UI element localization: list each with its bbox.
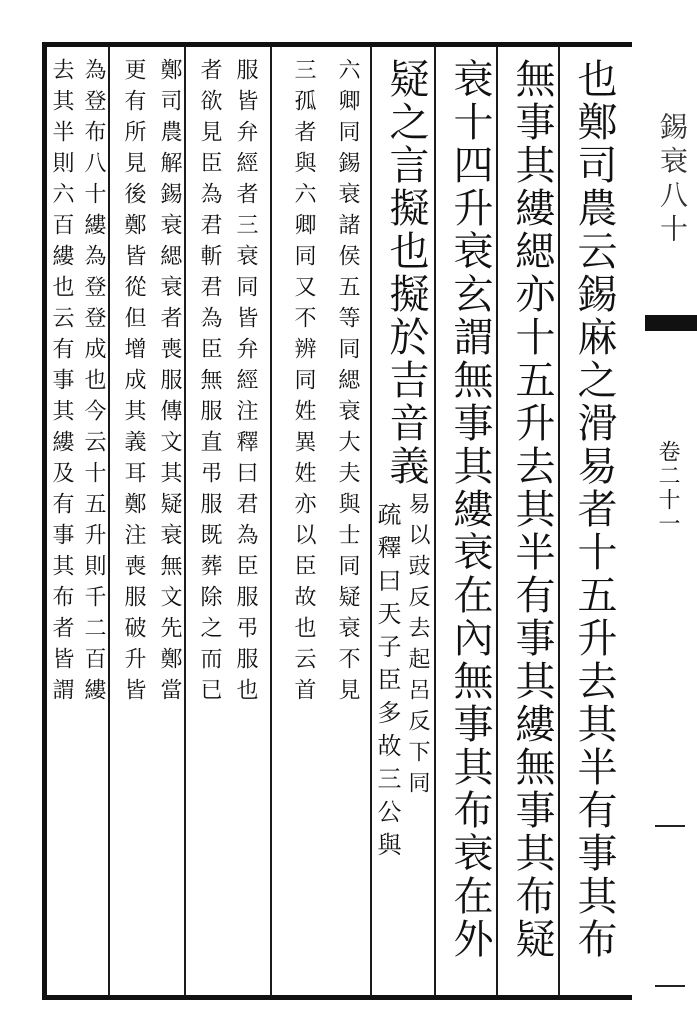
- text-column-2: 無事其縷緦亦十五升去其半有事其縷無事其布疑: [509, 58, 555, 961]
- commentary-column-3: 服皆弁經者三衰同皆弁經注釋曰君為臣服弔服也: [233, 58, 258, 709]
- text-column-4: 疑之言擬也擬於吉音義: [383, 58, 429, 488]
- column-rule: [434, 46, 436, 996]
- column-rule: [270, 46, 272, 996]
- column-rule: [184, 46, 186, 996]
- annotation-right: 易以豉反去起呂反下同: [405, 492, 430, 802]
- juan-label: 卷二十一: [655, 440, 680, 536]
- commentary-column-8: 去其半則六百縷也云有事其縷及有事其布者皆謂: [49, 58, 74, 709]
- fishtail-line: [645, 329, 697, 339]
- column-rule: [108, 46, 110, 996]
- commentary-column-5: 鄭司農解錫衰緦衰者喪服傳文其疑衰無文先鄭當: [157, 58, 182, 709]
- text-column-1: 也鄭司農云錫麻之滑易者十五升去其半有事其布: [571, 58, 617, 961]
- fishtail-mark: [645, 315, 697, 329]
- commentary-column-6: 更有所見後鄭皆從但增成其義耳鄭注喪服破升皆: [121, 58, 146, 709]
- commentary-column-4: 者欲見臣為君斬君為臣無服直弔服既葬除之而已: [197, 58, 222, 709]
- margin-line: [655, 825, 685, 827]
- margin-line: [655, 985, 685, 987]
- column-rule: [370, 46, 372, 996]
- column-rule: [558, 46, 560, 996]
- commentary-column-7: 為登布八十縷為登登成也今云十五升則千二百縷: [81, 58, 106, 709]
- text-column-3: 衰十四升衰玄謂無事其縷衰在內無事其布衰在外: [447, 58, 493, 961]
- column-rule: [496, 46, 498, 996]
- margin-title: 錫衰八十: [656, 112, 689, 248]
- commentary-column-1: 六卿同錫衰諸侯五等同緦衰大夫與士同疑衰不見: [335, 58, 360, 709]
- commentary-column-2: 三孤者與六卿同又不辨同姓異姓亦以臣故也云首: [291, 58, 316, 709]
- annotation-left: 疏釋曰天子臣多故三公與: [373, 502, 401, 865]
